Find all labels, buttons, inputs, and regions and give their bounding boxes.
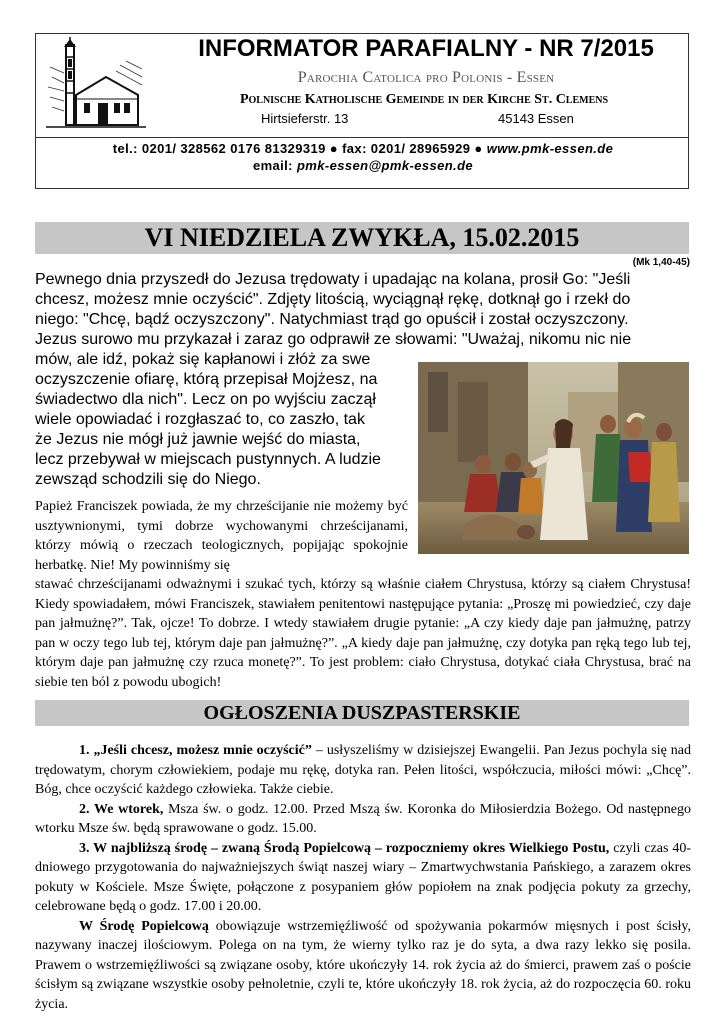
announcement-3-heading: 3. W najbliższą środę – zwaną Środą Popielcową – rozpoczniemy okres Wielkiego Postu,	[79, 840, 610, 856]
church-logo	[46, 37, 146, 134]
gospel-reference: (Mk 1,40-45)	[632, 257, 690, 268]
parish-name-german: Polnische Katholische Gemeinde in der Kirche St. Clemens	[239, 92, 609, 107]
gospel-line: Pewnego dnia przyszedł do Jezusa trędowaty i upadając na kolana, prosił Go: "Jeśli	[35, 271, 631, 288]
gospel-line: mów, ale idź, pokaż się kapłanowi i złóż za swe	[35, 351, 371, 368]
announcement-3	[35, 839, 691, 917]
street-address: Hirtsieferstr. 13	[261, 111, 349, 126]
gospel-line: świadectwo dla nich". Lecz on po wyjściu zaczął	[35, 391, 376, 408]
tel-label: tel.:	[112, 141, 138, 156]
announcements-title-bar: OGŁOSZENIA DUSZPASTERSKIE	[35, 700, 689, 726]
announcement-4-body: obowiązuje wstrzemięźliwość od spożywania pokarmów mięsnych i post ścisły, nazywany inaczej ilościowym. Polega on na tym, że wierny tylko raz je do syta, a dwa razy lekko się posila. Prawem o wstrzemięźliwości są związane osoby, które ukończyły 14. rok życia aż do śmierci, prawem zaś o poście ścisłym są związane wszystkie osoby pełnoletnie, czyli te, które ukończyły 18. rok życia, aż do rozpoczęcia 60. roku życia.	[35, 918, 691, 1012]
tel-value: 0201/ 328562 0176 81329319	[141, 141, 326, 156]
announcement-4	[35, 917, 691, 1015]
gospel-line: Jezus surowo mu przykazał i zaraz go odprawił ze słowami: "Uważaj, nikomu nic nie	[35, 331, 632, 348]
announcement-3-body: czyli czas 40-dniowego przygotowania do najważniejszych świąt naszej wiary – Zmartwychwstania Pańskiego, a zarazem okres pokuty w Kościele. Msze Święte, połączone z posypaniem głów popiołem na znak podjęcia pokuty za grzechy, celebrowane będą o godz. 17.00 i 20.00.	[35, 840, 691, 914]
announcement-4-heading: W Środę Popielcową	[79, 918, 209, 934]
parish-name-latin: Parochia Catolica pro Polonis - Essen	[297, 69, 555, 86]
email-label: email:	[252, 158, 293, 173]
gospel-line: niego: "Chcę, bądź oczyszczony". Natychmiast trąd go opuścił i został oczyszczony.	[35, 311, 629, 328]
header-divider	[36, 137, 688, 138]
bullet-icon: ●	[474, 141, 483, 156]
email-link[interactable]: pmk-essen@pmk-essen.de	[296, 158, 474, 173]
pope-text-full: stawać chrześcijanami odważnymi i szukać tych, którzy są właśnie ciałem Chrystusa, którzy są ciałem Chrystusa! Kiedy spowiadałem, mówi Franciszek, stawiałem penitentowi następujące pytania: „Proszę mi powiedzieć, czy daje pan jałmużnę?”. Tak, ojcze! To dobrze. I wtedy stawiałem drugie pytanie: „A czy kiedy daje pan jałmużnę, patrzy pan w oczy tego lub tej, którym daje pan jałmużnę?”. „A kiedy daje pan jałmużnę, czy dotyka pan ręką tego lub tej, którym daje pan jałmużnę czy rzuca monetę?”. To jest problem: ciało Chrystusa, dotykać ciała Chrystusa, brać na siebie ten ból z powodu ubogich!	[35, 577, 691, 690]
gospel-line: wiele opowiadać i rozgłaszać to, co zaszło, tak	[35, 411, 365, 428]
pope-text-narrow: Papież Franciszek powiada, że my chrześcijanie nie możemy być usztywnionymi, tymi dobrze wychowanymi chrześcijanami, którzy mówią o rzeczach teologicznych, popijając spokojnie herbatkę. Nie! My powinniśmy się	[35, 499, 408, 573]
city-address: 45143 Essen	[498, 111, 574, 126]
announcement-1	[35, 741, 691, 800]
gospel-line: że Jezus nie mógł już jawnie wejść do miasta,	[35, 431, 361, 448]
sunday-title-bar: VI NIEDZIELA ZWYKŁA, 15.02.2015	[35, 222, 689, 254]
email-line	[36, 158, 690, 173]
website-link[interactable]: www.pmk-essen.de	[486, 141, 614, 156]
announcement-2	[35, 800, 691, 839]
announcement-2-body: Msza św. o godz. 12.00. Przed Mszą św. Koronka do Miłosierdzia Bożego. Od następnego wtorku Msze św. będą sprawowane o godz. 15.00.	[35, 801, 692, 836]
announcement-1-body: – usłyszeliśmy w dzisiejszej Ewangelii. Pan Jezus pochyla się nad trędowatym, chorym człowiekiem, podaje mu rękę, dotyka ran. Pełen litości, współczucia, miłości mówi: „Chcę”. Bóg, chce oczyścić każdego człowieka. Także ciebie.	[35, 743, 692, 797]
gospel-line: oczyszczenie ofiarę, którą przepisał Mojżesz, na	[35, 371, 378, 388]
bullet-icon: ●	[329, 141, 339, 156]
fax-value: fax: 0201/ 28965929	[342, 141, 471, 156]
pope-francis-text	[35, 497, 691, 692]
announcement-2-heading: 2. We wtorek,	[79, 801, 164, 817]
newsletter-title: INFORMATOR PARAFIALNY - NR 7/2015	[198, 35, 654, 62]
announcements-list	[35, 741, 691, 1014]
announcement-1-heading: 1. „Jeśli chcesz, możesz mnie oczyścić”	[79, 743, 312, 758]
gospel-line: chcesz, możesz mnie oczyścić". Zdjęty litością, wyciągnął rękę, dotknął go i rzekł do	[35, 291, 631, 308]
gospel-line: zewsząd schodzili się do Niego.	[35, 471, 261, 488]
contact-line	[36, 141, 690, 156]
header-box	[35, 33, 689, 189]
gospel-line: lecz przebywał w miejscach pustynnych. A ludzie	[35, 451, 381, 468]
